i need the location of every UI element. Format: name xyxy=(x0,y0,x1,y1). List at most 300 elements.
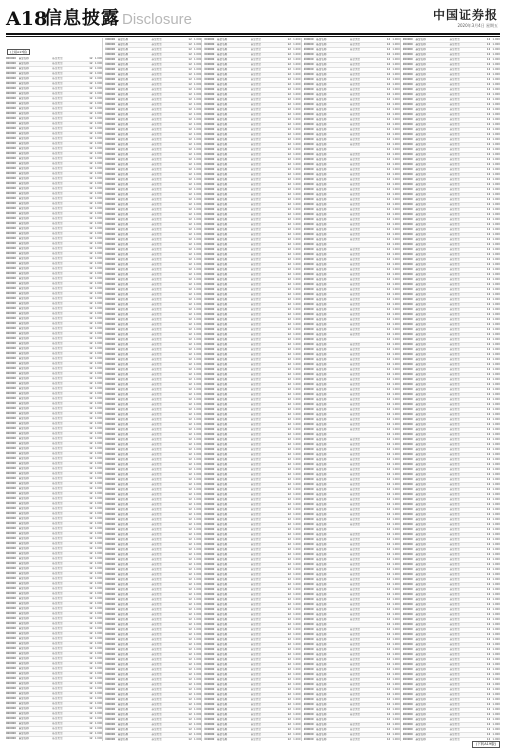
value-cell: 1.000 xyxy=(492,328,500,331)
fund-type: 基金类型 xyxy=(349,193,361,196)
count-cell: 12 xyxy=(188,108,192,111)
fund-type: 基金类型 xyxy=(250,78,261,81)
fund-type: 基金类型 xyxy=(151,493,162,496)
fund-name: 基金名称 xyxy=(316,493,327,496)
value-cell: 1.000 xyxy=(94,417,103,420)
value-cell: 1.000 xyxy=(392,158,400,161)
value-cell: 1.000 xyxy=(492,38,500,41)
value-cell: 1.000 xyxy=(193,378,202,381)
count-cell: 12 xyxy=(89,477,93,480)
count-cell: 12 xyxy=(386,73,391,76)
value-cell: 1.000 xyxy=(94,727,103,730)
count-cell: 12 xyxy=(287,628,291,631)
fund-type: 基金类型 xyxy=(151,398,162,401)
fund-name: 基金名称 xyxy=(117,68,129,71)
fund-type: 基金类型 xyxy=(349,533,361,536)
fund-name: 基金名称 xyxy=(18,117,29,120)
value-cell: 1.000 xyxy=(492,98,500,101)
fund-code: 000000 xyxy=(402,523,413,526)
fund-code: 000000 xyxy=(204,63,215,66)
count-cell: 12 xyxy=(188,98,192,101)
fund-type: 基金类型 xyxy=(250,198,261,201)
fund-code: 000000 xyxy=(402,308,413,311)
fund-code: 000000 xyxy=(204,428,215,431)
fund-type: 基金类型 xyxy=(449,433,460,436)
fund-type: 基金类型 xyxy=(151,458,162,461)
value-cell: 1.000 xyxy=(94,82,103,85)
fund-name: 基金名称 xyxy=(18,532,29,535)
count-cell: 12 xyxy=(89,212,93,215)
count-cell: 12 xyxy=(89,267,93,270)
count-cell: 12 xyxy=(89,322,93,325)
fund-type: 基金类型 xyxy=(250,318,261,321)
count-cell: 12 xyxy=(287,328,291,331)
count-cell: 12 xyxy=(486,303,491,306)
fund-name: 基金名称 xyxy=(316,703,327,706)
fund-type: 基金类型 xyxy=(250,398,261,401)
fund-code: 000000 xyxy=(204,308,215,311)
fund-name: 基金名称 xyxy=(117,508,129,511)
fund-type: 基金类型 xyxy=(250,453,261,456)
fund-name: 基金名称 xyxy=(415,613,426,616)
value-cell: 1.000 xyxy=(193,723,202,726)
fund-name: 基金名称 xyxy=(216,293,228,296)
fund-type: 基金类型 xyxy=(52,82,63,85)
count-cell: 12 xyxy=(287,38,291,41)
fund-type: 基金类型 xyxy=(449,218,460,221)
fund-name: 基金名称 xyxy=(216,488,228,491)
value-cell: 1.000 xyxy=(193,208,202,211)
fund-code: 000000 xyxy=(105,43,116,46)
count-cell: 12 xyxy=(486,563,491,566)
fund-name: 基金名称 xyxy=(216,193,228,196)
value-cell: 1.000 xyxy=(293,88,301,91)
value-cell: 1.000 xyxy=(392,428,400,431)
fund-type: 基金类型 xyxy=(151,533,162,536)
value-cell: 1.000 xyxy=(293,293,301,296)
value-cell: 1.000 xyxy=(293,213,301,216)
fund-name: 基金名称 xyxy=(415,673,426,676)
fund-name: 基金名称 xyxy=(316,623,327,626)
fund-name: 基金名称 xyxy=(18,82,29,85)
count-cell: 12 xyxy=(386,338,391,341)
fund-type: 基金类型 xyxy=(52,92,63,95)
fund-code: 000000 xyxy=(303,158,314,161)
fund-name: 基金名称 xyxy=(216,513,228,516)
fund-code: 000000 xyxy=(105,93,116,96)
fund-name: 基金名称 xyxy=(18,732,29,735)
value-cell: 1.000 xyxy=(392,553,400,556)
value-cell: 1.000 xyxy=(492,263,500,266)
value-cell: 1.000 xyxy=(392,638,400,641)
fund-name: 基金名称 xyxy=(18,632,29,635)
fund-name: 基金名称 xyxy=(117,693,129,696)
fund-name: 基金名称 xyxy=(117,523,129,526)
count-cell: 12 xyxy=(287,178,291,181)
fund-type: 基金类型 xyxy=(52,132,63,135)
fund-name: 基金名称 xyxy=(415,208,426,211)
fund-type: 基金类型 xyxy=(449,248,460,251)
fund-code: 000000 xyxy=(303,708,314,711)
fund-code: 000000 xyxy=(6,117,16,120)
fund-code: 000000 xyxy=(105,88,116,91)
count-cell: 12 xyxy=(287,148,291,151)
fund-code: 000000 xyxy=(6,447,16,450)
value-cell: 1.000 xyxy=(193,268,202,271)
fund-type: 基金类型 xyxy=(349,688,361,691)
fund-name: 基金名称 xyxy=(18,392,29,395)
fund-name: 基金名称 xyxy=(216,228,228,231)
count-cell: 12 xyxy=(287,93,291,96)
count-cell: 12 xyxy=(486,128,491,131)
fund-name: 基金名称 xyxy=(316,728,327,731)
fund-code: 000000 xyxy=(402,93,413,96)
fund-type: 基金类型 xyxy=(52,122,63,125)
value-cell: 1.000 xyxy=(392,148,400,151)
value-cell: 1.000 xyxy=(492,293,500,296)
value-cell: 1.000 xyxy=(94,332,103,335)
fund-type: 基金类型 xyxy=(151,213,162,216)
fund-type: 基金类型 xyxy=(449,203,460,206)
value-cell: 1.000 xyxy=(293,738,301,741)
fund-name: 基金名称 xyxy=(415,573,426,576)
value-cell: 1.000 xyxy=(193,603,202,606)
value-cell: 1.000 xyxy=(492,133,500,136)
fund-code: 000000 xyxy=(204,393,215,396)
value-cell: 1.000 xyxy=(293,478,301,481)
count-cell: 12 xyxy=(188,723,192,726)
value-cell: 1.000 xyxy=(293,678,301,681)
fund-code: 000000 xyxy=(204,513,215,516)
fund-type: 基金类型 xyxy=(151,393,162,396)
value-cell: 1.000 xyxy=(94,312,103,315)
fund-name: 基金名称 xyxy=(216,728,228,731)
fund-name: 基金名称 xyxy=(18,397,29,400)
count-cell: 12 xyxy=(386,578,391,581)
fund-code: 000000 xyxy=(402,238,413,241)
fund-name: 基金名称 xyxy=(117,483,129,486)
value-cell: 1.000 xyxy=(94,432,103,435)
count-cell: 12 xyxy=(386,343,391,346)
fund-code: 000000 xyxy=(402,488,413,491)
value-cell: 1.000 xyxy=(392,368,400,371)
value-cell: 1.000 xyxy=(492,188,500,191)
fund-name: 基金名称 xyxy=(216,208,228,211)
fund-name: 基金名称 xyxy=(415,643,426,646)
fund-name: 基金名称 xyxy=(216,638,228,641)
fund-type: 基金类型 xyxy=(52,312,63,315)
fund-code: 000000 xyxy=(303,138,314,141)
fund-type: 基金类型 xyxy=(349,738,361,741)
fund-name: 基金名称 xyxy=(216,233,228,236)
value-cell: 1.000 xyxy=(293,228,301,231)
fund-code: 000000 xyxy=(6,732,16,735)
value-cell: 1.000 xyxy=(293,343,301,346)
fund-code: 000000 xyxy=(105,393,116,396)
value-cell: 1.000 xyxy=(392,303,400,306)
fund-code: 000000 xyxy=(6,107,16,110)
fund-code: 000000 xyxy=(303,593,314,596)
fund-code: 000000 xyxy=(105,38,116,41)
value-cell: 1.000 xyxy=(392,203,400,206)
count-cell: 12 xyxy=(188,213,192,216)
fund-code: 000000 xyxy=(6,647,16,650)
value-cell: 1.000 xyxy=(492,443,500,446)
fund-type: 基金类型 xyxy=(250,178,261,181)
fund-name: 基金名称 xyxy=(415,133,426,136)
count-cell: 12 xyxy=(486,103,491,106)
value-cell: 1.000 xyxy=(492,178,500,181)
fund-name: 基金名称 xyxy=(216,688,228,691)
fund-code: 000000 xyxy=(6,717,16,720)
fund-code: 000000 xyxy=(6,662,16,665)
fund-type: 基金类型 xyxy=(250,103,261,106)
fund-code: 000000 xyxy=(105,143,116,146)
fund-name: 基金名称 xyxy=(415,468,426,471)
fund-name: 基金名称 xyxy=(316,118,327,121)
fund-type: 基金类型 xyxy=(349,363,361,366)
value-cell: 1.000 xyxy=(293,318,301,321)
count-cell: 12 xyxy=(89,317,93,320)
fund-name: 基金名称 xyxy=(117,263,129,266)
fund-code: 000000 xyxy=(105,203,116,206)
fund-name: 基金名称 xyxy=(316,398,327,401)
fund-name: 基金名称 xyxy=(415,148,426,151)
value-cell: 1.000 xyxy=(492,543,500,546)
fund-type: 基金类型 xyxy=(52,567,63,570)
fund-name: 基金名称 xyxy=(316,448,327,451)
fund-code: 000000 xyxy=(402,568,413,571)
count-cell: 12 xyxy=(386,628,391,631)
value-cell: 1.000 xyxy=(94,97,103,100)
fund-type: 基金类型 xyxy=(151,663,162,666)
fund-name: 基金名称 xyxy=(415,598,426,601)
count-cell: 12 xyxy=(287,213,291,216)
count-cell: 12 xyxy=(287,653,291,656)
fund-code: 000000 xyxy=(6,737,16,740)
fund-code: 000000 xyxy=(303,233,314,236)
fund-type: 基金类型 xyxy=(250,583,261,586)
fund-type: 基金类型 xyxy=(449,163,460,166)
fund-code: 000000 xyxy=(6,122,16,125)
fund-name: 基金名称 xyxy=(316,83,327,86)
count-cell: 12 xyxy=(386,293,391,296)
fund-name: 基金名称 xyxy=(18,112,29,115)
count-cell: 12 xyxy=(486,493,491,496)
fund-type: 基金类型 xyxy=(449,353,460,356)
fund-name: 基金名称 xyxy=(415,123,426,126)
count-cell: 12 xyxy=(486,588,491,591)
fund-type: 基金类型 xyxy=(349,323,361,326)
fund-name: 基金名称 xyxy=(415,663,426,666)
count-cell: 12 xyxy=(486,498,491,501)
count-cell: 12 xyxy=(486,463,491,466)
fund-name: 基金名称 xyxy=(117,708,129,711)
value-cell: 1.000 xyxy=(392,238,400,241)
value-cell: 1.000 xyxy=(94,522,103,525)
value-cell: 1.000 xyxy=(293,673,301,676)
fund-code: 000000 xyxy=(402,78,413,81)
fund-type: 基金类型 xyxy=(349,333,361,336)
value-cell: 1.000 xyxy=(492,173,500,176)
fund-name: 基金名称 xyxy=(316,38,327,41)
count-cell: 12 xyxy=(89,377,93,380)
count-cell: 12 xyxy=(188,373,192,376)
value-cell: 1.000 xyxy=(293,398,301,401)
fund-name: 基金名称 xyxy=(18,437,29,440)
table-column xyxy=(105,38,202,741)
count-cell: 12 xyxy=(486,583,491,586)
fund-name: 基金名称 xyxy=(316,688,327,691)
value-cell: 1.000 xyxy=(293,263,301,266)
fund-name: 基金名称 xyxy=(18,272,29,275)
fund-name: 基金名称 xyxy=(316,473,327,476)
fund-code: 000000 xyxy=(402,403,413,406)
count-cell: 12 xyxy=(287,508,291,511)
count-cell: 12 xyxy=(287,113,291,116)
value-cell: 1.000 xyxy=(193,63,202,66)
fund-type: 基金类型 xyxy=(349,543,361,546)
value-cell: 1.000 xyxy=(293,308,301,311)
fund-name: 基金名称 xyxy=(18,702,29,705)
value-cell: 1.000 xyxy=(293,563,301,566)
count-cell: 12 xyxy=(486,513,491,516)
fund-type: 基金类型 xyxy=(151,568,162,571)
value-cell: 1.000 xyxy=(293,193,301,196)
count-cell: 12 xyxy=(89,707,93,710)
fund-code: 000000 xyxy=(6,507,16,510)
fund-code: 000000 xyxy=(402,603,413,606)
fund-name: 基金名称 xyxy=(18,347,29,350)
fund-type: 基金类型 xyxy=(250,388,261,391)
fund-code: 000000 xyxy=(204,338,215,341)
value-cell: 1.000 xyxy=(492,668,500,671)
value-cell: 1.000 xyxy=(94,307,103,310)
value-cell: 1.000 xyxy=(193,513,202,516)
fund-name: 基金名称 xyxy=(316,563,327,566)
value-cell: 1.000 xyxy=(392,233,400,236)
fund-code: 000000 xyxy=(204,248,215,251)
fund-name: 基金名称 xyxy=(216,468,228,471)
fund-type: 基金类型 xyxy=(151,303,162,306)
count-cell: 12 xyxy=(386,263,391,266)
value-cell: 1.000 xyxy=(492,138,500,141)
count-cell: 12 xyxy=(287,308,291,311)
fund-code: 000000 xyxy=(204,673,215,676)
fund-name: 基金名称 xyxy=(18,407,29,410)
count-cell: 12 xyxy=(188,113,192,116)
fund-name: 基金名称 xyxy=(117,408,129,411)
fund-name: 基金名称 xyxy=(18,457,29,460)
fund-code: 000000 xyxy=(105,493,116,496)
fund-code: 000000 xyxy=(204,568,215,571)
fund-code: 000000 xyxy=(105,113,116,116)
fund-name: 基金名称 xyxy=(18,257,29,260)
count-cell: 12 xyxy=(89,712,93,715)
fund-name: 基金名称 xyxy=(216,358,228,361)
count-cell: 12 xyxy=(287,703,291,706)
fund-code: 000000 xyxy=(204,183,215,186)
fund-type: 基金类型 xyxy=(349,458,361,461)
count-cell: 12 xyxy=(287,623,291,626)
value-cell: 1.000 xyxy=(94,592,103,595)
value-cell: 1.000 xyxy=(492,698,500,701)
count-cell: 12 xyxy=(89,647,93,650)
value-cell: 1.000 xyxy=(392,208,400,211)
value-cell: 1.000 xyxy=(392,728,400,731)
value-cell: 1.000 xyxy=(293,198,301,201)
fund-name: 基金名称 xyxy=(18,372,29,375)
count-cell: 12 xyxy=(188,573,192,576)
value-cell: 1.000 xyxy=(94,102,103,105)
fund-code: 000000 xyxy=(303,253,314,256)
fund-type: 基金类型 xyxy=(250,218,261,221)
count-cell: 12 xyxy=(287,318,291,321)
fund-name: 基金名称 xyxy=(117,53,129,56)
value-cell: 1.000 xyxy=(492,273,500,276)
fund-code: 000000 xyxy=(402,408,413,411)
count-cell: 12 xyxy=(188,238,192,241)
fund-type: 基金类型 xyxy=(250,143,261,146)
value-cell: 1.000 xyxy=(193,53,202,56)
fund-name: 基金名称 xyxy=(316,683,327,686)
fund-code: 000000 xyxy=(204,518,215,521)
fund-type: 基金类型 xyxy=(151,148,162,151)
value-cell: 1.000 xyxy=(492,463,500,466)
fund-name: 基金名称 xyxy=(18,357,29,360)
fund-type: 基金类型 xyxy=(449,78,460,81)
fund-code: 000000 xyxy=(204,498,215,501)
fund-type: 基金类型 xyxy=(449,428,460,431)
fund-type: 基金类型 xyxy=(151,603,162,606)
count-cell: 12 xyxy=(89,367,93,370)
fund-type: 基金类型 xyxy=(250,133,261,136)
count-cell: 12 xyxy=(89,57,93,60)
fund-name: 基金名称 xyxy=(18,322,29,325)
fund-type: 基金类型 xyxy=(250,633,261,636)
fund-name: 基金名称 xyxy=(18,687,29,690)
value-cell: 1.000 xyxy=(293,648,301,651)
fund-type: 基金类型 xyxy=(52,682,63,685)
fund-code: 000000 xyxy=(402,108,413,111)
fund-code: 000000 xyxy=(6,552,16,555)
count-cell: 12 xyxy=(188,78,192,81)
fund-code: 000000 xyxy=(6,367,16,370)
fund-code: 000000 xyxy=(303,143,314,146)
count-cell: 12 xyxy=(287,198,291,201)
value-cell: 1.000 xyxy=(492,663,500,666)
fund-code: 000000 xyxy=(105,263,116,266)
value-cell: 1.000 xyxy=(94,282,103,285)
count-cell: 12 xyxy=(188,648,192,651)
fund-type: 基金类型 xyxy=(151,243,162,246)
fund-code: 000000 xyxy=(6,207,16,210)
fund-name: 基金名称 xyxy=(415,693,426,696)
value-cell: 1.000 xyxy=(293,708,301,711)
value-cell: 1.000 xyxy=(492,528,500,531)
count-cell: 12 xyxy=(89,412,93,415)
fund-code: 000000 xyxy=(402,518,413,521)
fund-name: 基金名称 xyxy=(216,218,228,221)
fund-code: 000000 xyxy=(402,263,413,266)
value-cell: 1.000 xyxy=(492,673,500,676)
fund-type: 基金类型 xyxy=(349,428,361,431)
count-cell: 12 xyxy=(188,158,192,161)
count-cell: 12 xyxy=(287,588,291,591)
value-cell: 1.000 xyxy=(193,618,202,621)
fund-type: 基金类型 xyxy=(52,672,63,675)
count-cell: 12 xyxy=(386,368,391,371)
